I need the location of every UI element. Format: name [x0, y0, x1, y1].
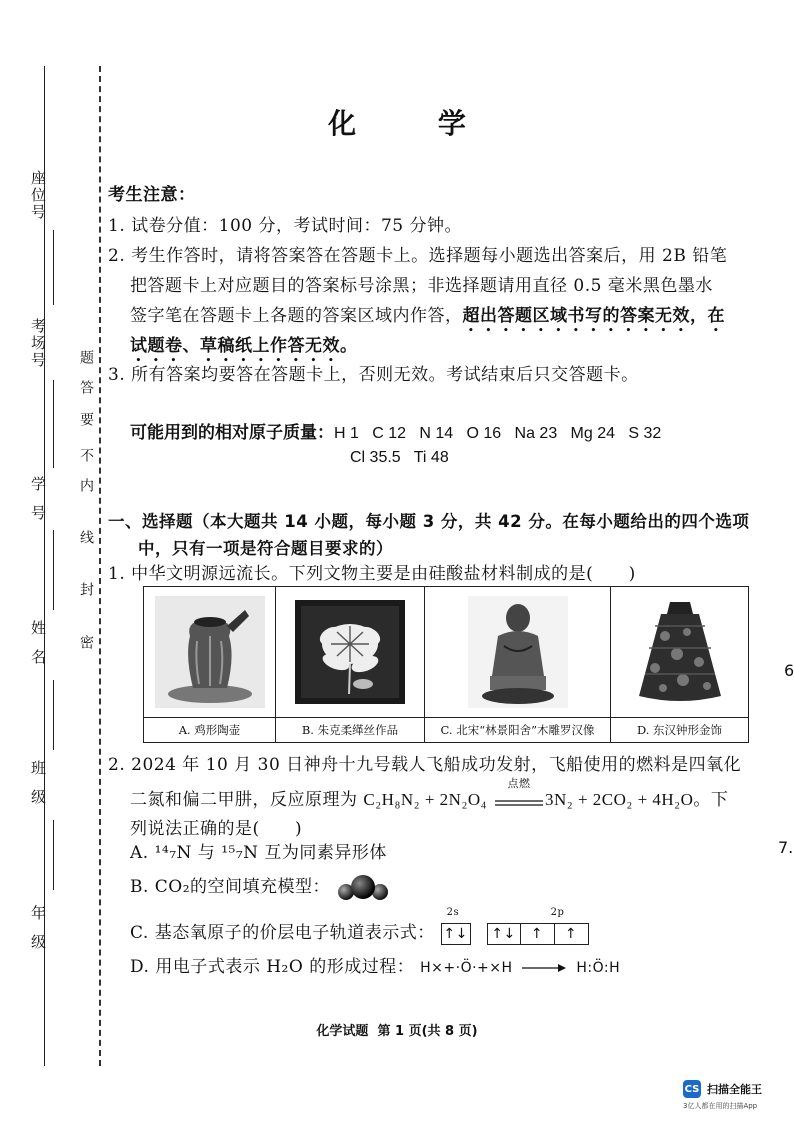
- reaction-condition: 点燃: [507, 776, 531, 790]
- orbital-2p-box-3: ↑: [555, 923, 589, 945]
- question-2-line-3: 列说法正确的是( ): [130, 819, 303, 839]
- seal-char-8: 题: [78, 350, 94, 365]
- atomic-mass-line-1: [130, 418, 661, 443]
- scanner-watermark: [683, 1080, 762, 1098]
- orbital-2s-box: ↑↓: [441, 923, 471, 945]
- orbital-2s-label: 2s: [446, 906, 460, 918]
- question-1-stem: 1. 中华文明源远流长。下列文物主要是由硅酸盐材料制成的是( ): [108, 564, 636, 584]
- question-1-image-table: [143, 586, 749, 743]
- question-2-option-b: [130, 872, 390, 902]
- silk-tapestry-image: [276, 587, 424, 717]
- option-a-caption: A. 鸡形陶壶: [144, 717, 275, 742]
- margin-number-7: 7.: [778, 838, 794, 857]
- name-label: 姓名: [29, 620, 47, 678]
- question-2-line-1: 2. 2024 年 10 月 30 日神舟十九号载人飞船成功发射，飞船使用的燃料是四氧化: [108, 755, 742, 775]
- wooden-arhat-statue-image: [425, 587, 610, 717]
- electron-formula-right: H:Ö:H: [576, 960, 621, 976]
- seat-blank: [53, 230, 54, 305]
- section-1-heading-line-2: 中，只有一项是符合题目要求的）: [138, 539, 393, 558]
- question-2-line-2: [130, 776, 729, 811]
- question-2-option-a: A. ¹⁴₇N 与 ¹⁵₇N 互为同素异形体: [130, 843, 387, 863]
- question-2-option-d: [130, 952, 620, 977]
- room-blank: [53, 380, 54, 468]
- option-d-caption: D. 东汉钟形金饰: [611, 717, 748, 742]
- question-2-option-b-text: B. CO₂的空间填充模型：: [130, 877, 331, 897]
- class-label: 班级: [29, 760, 47, 818]
- orbital-2p-box-2: ↑: [521, 923, 555, 945]
- atomic-mass-label: 可能用到的相对原子质量：: [130, 423, 334, 443]
- electron-formula-left: H×+·Ö·+×H: [420, 960, 513, 976]
- option-a-cell: [144, 587, 276, 742]
- question-2-option-d-text: D. 用电子式表示 H₂O 的形成过程：: [130, 957, 415, 977]
- pottery-pot-image: [144, 587, 275, 717]
- section-1-heading-line-1: 一、选择题（本大题共 14 小题，每小题 3 分，共 42 分。在每小题给出的四个选项: [108, 512, 750, 531]
- atomic-mass-values-1: H 1 C 12 N 14 O 16 Na 23 Mg 24 S 32: [334, 425, 662, 442]
- page-title: 化 学: [328, 107, 502, 140]
- name-blank: [53, 680, 54, 750]
- grade-label: 年级: [29, 905, 47, 963]
- seat-label: 座位号: [29, 170, 47, 221]
- notice-item-2-line-4: 试题卷、草稿纸上作答无效。: [130, 336, 358, 356]
- notice-item-2-line-2: 把答题卡上对应题目的答案标号涂黑；非选择题请用直径 0.5 毫米黑色墨水: [130, 276, 713, 296]
- seal-char-6: 要: [78, 412, 94, 427]
- student-no-blank: [53, 530, 54, 610]
- option-b-cell: [276, 587, 425, 742]
- student-no-label: 学号: [29, 476, 47, 534]
- reaction-reactants: C₂H₈N₂ + 2N₂O₄: [363, 790, 488, 809]
- bell-shaped-gold-ornament-image: [611, 587, 748, 717]
- notice-heading: 考生注意：: [108, 185, 196, 205]
- camscanner-logo-icon: CS: [683, 1080, 701, 1098]
- seal-dashed-line: [99, 66, 101, 1066]
- margin-number-6: 6: [784, 661, 794, 680]
- scanner-slogan: 3亿人都在用的扫描App: [683, 1102, 758, 1110]
- option-c-cell: [425, 587, 611, 742]
- class-blank: [53, 820, 54, 890]
- question-2-line-2a: 二氮和偏二甲肼，反应原理为: [130, 790, 364, 810]
- notice-item-3: 3. 所有答案均要答在答题卡上，否则无效。考试结束后只交答题卡。: [108, 365, 639, 385]
- option-d-cell: [611, 587, 748, 742]
- seal-char-4: 内: [78, 478, 94, 493]
- seal-char-1: 密: [78, 635, 94, 650]
- double-line-arrow-icon: [495, 800, 543, 806]
- seal-char-2: 封: [78, 582, 94, 597]
- seal-char-7: 答: [78, 380, 94, 395]
- question-2-option-c-text: C. 基态氧原子的价层电子轨道表示式：: [130, 923, 435, 943]
- seal-char-5: 不: [78, 448, 94, 463]
- scanner-name: 扫描全能王: [707, 1083, 762, 1096]
- co2-space-filling-model-icon: [336, 874, 390, 902]
- notice-item-2-line-1: 2. 考生作答时，请将答案答在答题卡上。选择题每小题选出答案后，用 2B 铅笔: [108, 246, 728, 266]
- option-c-caption: C. 北宋“林景阳舍”木雕罗汉像: [425, 717, 610, 742]
- orbital-2p-label: 2p: [550, 906, 565, 918]
- question-2-option-c: [130, 906, 589, 945]
- page-footer: 化学试题 第 1 页(共 8 页): [316, 1024, 478, 1039]
- orbital-2p-box-1: ↑↓: [487, 923, 521, 945]
- orbital-diagram: [441, 906, 589, 945]
- atomic-mass-line-2: Cl 35.5 Ti 48: [350, 449, 449, 466]
- seal-char-3: 线: [78, 530, 94, 545]
- reaction-products: 3N₂ + 2CO₂ + 4H₂O。下: [544, 790, 729, 809]
- room-label: 考场号: [29, 318, 47, 369]
- right-arrow-icon: [522, 963, 566, 973]
- notice-item-1: 1. 试卷分值：100 分，考试时间：75 分钟。: [108, 216, 463, 236]
- notice-item-2-line-3a: 签字笔在答题卡上各题的答案区域内作答，: [130, 306, 463, 326]
- option-b-caption: B. 朱克柔缂丝作品: [276, 717, 424, 742]
- reaction-arrow: [495, 776, 543, 811]
- notice-warning-emphasis: 超出答题区域书写的答案无效，在: [462, 306, 725, 326]
